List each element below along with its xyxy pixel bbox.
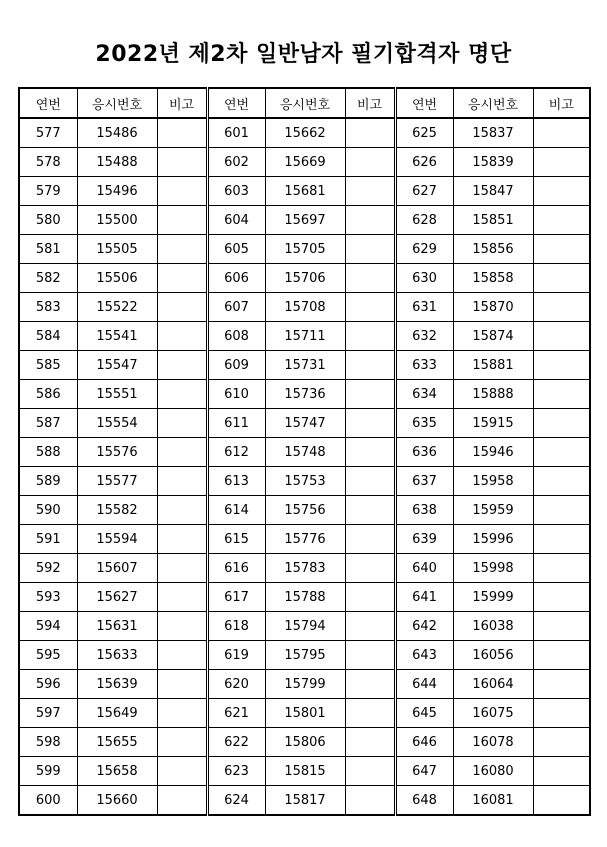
serial-cell: 582 <box>19 264 77 293</box>
serial-cell: 638 <box>395 496 453 525</box>
table-row <box>19 467 590 496</box>
serial-cell: 606 <box>207 264 265 293</box>
exam-number-cell: 15815 <box>265 757 345 786</box>
remarks-cell <box>533 293 590 322</box>
remarks-cell <box>157 322 207 351</box>
remarks-cell <box>157 612 207 641</box>
remarks-cell <box>157 235 207 264</box>
remarks-cell <box>533 351 590 380</box>
remarks-cell <box>345 351 395 380</box>
serial-cell: 595 <box>19 641 77 670</box>
remarks-cell <box>533 264 590 293</box>
table-row <box>19 206 590 235</box>
serial-cell: 629 <box>395 235 453 264</box>
exam-number-cell: 15582 <box>77 496 157 525</box>
serial-cell: 633 <box>395 351 453 380</box>
remarks-cell <box>157 757 207 786</box>
exam-number-cell: 15500 <box>77 206 157 235</box>
exam-number-cell: 15788 <box>265 583 345 612</box>
table-row <box>19 757 590 786</box>
exam-number-cell: 15488 <box>77 148 157 177</box>
table-row <box>19 525 590 554</box>
remarks-cell <box>157 554 207 583</box>
serial-cell: 645 <box>395 699 453 728</box>
table-row <box>19 118 590 148</box>
remarks-cell <box>345 554 395 583</box>
serial-cell: 604 <box>207 206 265 235</box>
serial-cell: 578 <box>19 148 77 177</box>
exam-number-cell: 15999 <box>453 583 533 612</box>
table-row <box>19 641 590 670</box>
exam-number-cell: 15959 <box>453 496 533 525</box>
serial-cell: 608 <box>207 322 265 351</box>
serial-cell: 628 <box>395 206 453 235</box>
serial-cell: 593 <box>19 583 77 612</box>
remarks-cell <box>157 496 207 525</box>
remarks-cell <box>533 641 590 670</box>
exam-number-cell: 15522 <box>77 293 157 322</box>
serial-cell: 630 <box>395 264 453 293</box>
remarks-cell <box>345 699 395 728</box>
remarks-cell <box>157 351 207 380</box>
remarks-cell <box>345 148 395 177</box>
exam-number-cell: 16078 <box>453 728 533 757</box>
remarks-cell <box>157 670 207 699</box>
serial-cell: 634 <box>395 380 453 409</box>
exam-number-cell: 15705 <box>265 235 345 264</box>
serial-cell: 577 <box>19 118 77 148</box>
remarks-cell <box>533 380 590 409</box>
serial-cell: 639 <box>395 525 453 554</box>
remarks-cell <box>533 496 590 525</box>
exam-number-cell: 16081 <box>453 786 533 816</box>
remarks-cell <box>345 467 395 496</box>
exam-number-cell: 15506 <box>77 264 157 293</box>
header-serial: 연번 <box>395 88 453 118</box>
table-row <box>19 264 590 293</box>
serial-cell: 613 <box>207 467 265 496</box>
exam-number-cell: 15541 <box>77 322 157 351</box>
remarks-cell <box>533 699 590 728</box>
remarks-cell <box>345 757 395 786</box>
exam-number-cell: 15946 <box>453 438 533 467</box>
serial-cell: 625 <box>395 118 453 148</box>
exam-number-cell: 15577 <box>77 467 157 496</box>
exam-number-cell: 15505 <box>77 235 157 264</box>
exam-number-cell: 15631 <box>77 612 157 641</box>
exam-number-cell: 15655 <box>77 728 157 757</box>
serial-cell: 641 <box>395 583 453 612</box>
exam-number-cell: 15669 <box>265 148 345 177</box>
header-serial: 연번 <box>19 88 77 118</box>
exam-number-cell: 15881 <box>453 351 533 380</box>
remarks-cell <box>157 118 207 148</box>
serial-cell: 612 <box>207 438 265 467</box>
serial-cell: 622 <box>207 728 265 757</box>
exam-number-cell: 15839 <box>453 148 533 177</box>
serial-cell: 590 <box>19 496 77 525</box>
serial-cell: 600 <box>19 786 77 816</box>
exam-number-cell: 15551 <box>77 380 157 409</box>
serial-cell: 624 <box>207 786 265 816</box>
serial-cell: 586 <box>19 380 77 409</box>
header-exam-number: 응시번호 <box>453 88 533 118</box>
remarks-cell <box>533 612 590 641</box>
exam-number-cell: 16075 <box>453 699 533 728</box>
exam-number-cell: 15748 <box>265 438 345 467</box>
serial-cell: 626 <box>395 148 453 177</box>
exam-number-cell: 15547 <box>77 351 157 380</box>
remarks-cell <box>157 148 207 177</box>
table-row <box>19 148 590 177</box>
serial-cell: 614 <box>207 496 265 525</box>
serial-cell: 588 <box>19 438 77 467</box>
table-row <box>19 612 590 641</box>
exam-number-cell: 15627 <box>77 583 157 612</box>
remarks-cell <box>345 206 395 235</box>
serial-cell: 583 <box>19 293 77 322</box>
exam-number-cell: 15576 <box>77 438 157 467</box>
exam-number-cell: 15847 <box>453 177 533 206</box>
remarks-cell <box>533 554 590 583</box>
remarks-cell <box>157 409 207 438</box>
exam-number-cell: 15731 <box>265 351 345 380</box>
remarks-cell <box>157 786 207 816</box>
exam-number-cell: 15783 <box>265 554 345 583</box>
serial-cell: 584 <box>19 322 77 351</box>
header-serial: 연번 <box>207 88 265 118</box>
exam-number-cell: 15660 <box>77 786 157 816</box>
serial-cell: 617 <box>207 583 265 612</box>
exam-number-cell: 16064 <box>453 670 533 699</box>
exam-number-cell: 15708 <box>265 293 345 322</box>
exam-number-cell: 16038 <box>453 612 533 641</box>
serial-cell: 620 <box>207 670 265 699</box>
serial-cell: 591 <box>19 525 77 554</box>
roster-body <box>19 118 590 815</box>
exam-number-cell: 15998 <box>453 554 533 583</box>
exam-number-cell: 15776 <box>265 525 345 554</box>
exam-number-cell: 15795 <box>265 641 345 670</box>
serial-cell: 627 <box>395 177 453 206</box>
remarks-cell <box>533 525 590 554</box>
remarks-cell <box>533 786 590 816</box>
serial-cell: 635 <box>395 409 453 438</box>
serial-cell: 640 <box>395 554 453 583</box>
remarks-cell <box>533 118 590 148</box>
remarks-cell <box>157 264 207 293</box>
serial-cell: 598 <box>19 728 77 757</box>
table-row <box>19 177 590 206</box>
exam-number-cell: 15662 <box>265 118 345 148</box>
serial-cell: 605 <box>207 235 265 264</box>
serial-cell: 623 <box>207 757 265 786</box>
remarks-cell <box>157 467 207 496</box>
table-row <box>19 293 590 322</box>
remarks-cell <box>533 583 590 612</box>
exam-number-cell: 15888 <box>453 380 533 409</box>
remarks-cell <box>533 728 590 757</box>
exam-number-cell: 15851 <box>453 206 533 235</box>
remarks-cell <box>345 177 395 206</box>
serial-cell: 592 <box>19 554 77 583</box>
serial-cell: 580 <box>19 206 77 235</box>
table-row <box>19 728 590 757</box>
table-row <box>19 235 590 264</box>
exam-number-cell: 15649 <box>77 699 157 728</box>
exam-number-cell: 15554 <box>77 409 157 438</box>
remarks-cell <box>345 641 395 670</box>
exam-number-cell: 15496 <box>77 177 157 206</box>
exam-number-cell: 15633 <box>77 641 157 670</box>
serial-cell: 621 <box>207 699 265 728</box>
serial-cell: 616 <box>207 554 265 583</box>
remarks-cell <box>157 380 207 409</box>
remarks-cell <box>157 293 207 322</box>
serial-cell: 618 <box>207 612 265 641</box>
serial-cell: 637 <box>395 467 453 496</box>
serial-cell: 631 <box>395 293 453 322</box>
remarks-cell <box>345 380 395 409</box>
serial-cell: 587 <box>19 409 77 438</box>
exam-number-cell: 16080 <box>453 757 533 786</box>
exam-number-cell: 15856 <box>453 235 533 264</box>
remarks-cell <box>157 438 207 467</box>
remarks-cell <box>345 293 395 322</box>
serial-cell: 597 <box>19 699 77 728</box>
serial-cell: 647 <box>395 757 453 786</box>
exam-number-cell: 15706 <box>265 264 345 293</box>
remarks-cell <box>533 148 590 177</box>
exam-number-cell: 15958 <box>453 467 533 496</box>
exam-number-cell: 15870 <box>453 293 533 322</box>
table-row <box>19 380 590 409</box>
remarks-cell <box>157 525 207 554</box>
exam-number-cell: 15711 <box>265 322 345 351</box>
remarks-cell <box>533 206 590 235</box>
serial-cell: 596 <box>19 670 77 699</box>
exam-number-cell: 15681 <box>265 177 345 206</box>
serial-cell: 611 <box>207 409 265 438</box>
exam-number-cell: 15801 <box>265 699 345 728</box>
table-row <box>19 670 590 699</box>
exam-number-cell: 15486 <box>77 118 157 148</box>
serial-cell: 643 <box>395 641 453 670</box>
header-remarks: 비고 <box>533 88 590 118</box>
serial-cell: 646 <box>395 728 453 757</box>
exam-number-cell: 15753 <box>265 467 345 496</box>
exam-number-cell: 15806 <box>265 728 345 757</box>
remarks-cell <box>533 670 590 699</box>
remarks-cell <box>345 496 395 525</box>
exam-number-cell: 15799 <box>265 670 345 699</box>
header-exam-number: 응시번호 <box>265 88 345 118</box>
exam-number-cell: 15837 <box>453 118 533 148</box>
table-row <box>19 409 590 438</box>
exam-number-cell: 15639 <box>77 670 157 699</box>
table-row <box>19 583 590 612</box>
remarks-cell <box>157 177 207 206</box>
exam-number-cell: 15874 <box>453 322 533 351</box>
serial-cell: 609 <box>207 351 265 380</box>
table-row <box>19 351 590 380</box>
table-row <box>19 786 590 816</box>
remarks-cell <box>345 409 395 438</box>
serial-cell: 601 <box>207 118 265 148</box>
serial-cell: 642 <box>395 612 453 641</box>
remarks-cell <box>157 641 207 670</box>
remarks-cell <box>345 786 395 816</box>
remarks-cell <box>345 525 395 554</box>
remarks-cell <box>345 612 395 641</box>
remarks-cell <box>157 699 207 728</box>
table-row <box>19 322 590 351</box>
header-row <box>19 88 590 118</box>
exam-number-cell: 15817 <box>265 786 345 816</box>
serial-cell: 603 <box>207 177 265 206</box>
remarks-cell <box>345 728 395 757</box>
serial-cell: 610 <box>207 380 265 409</box>
serial-cell: 589 <box>19 467 77 496</box>
remarks-cell <box>533 235 590 264</box>
header-remarks: 비고 <box>157 88 207 118</box>
remarks-cell <box>157 728 207 757</box>
remarks-cell <box>533 322 590 351</box>
serial-cell: 615 <box>207 525 265 554</box>
serial-cell: 636 <box>395 438 453 467</box>
table-row <box>19 438 590 467</box>
remarks-cell <box>533 409 590 438</box>
header-remarks: 비고 <box>345 88 395 118</box>
remarks-cell <box>157 583 207 612</box>
exam-number-cell: 15607 <box>77 554 157 583</box>
serial-cell: 648 <box>395 786 453 816</box>
exam-number-cell: 15996 <box>453 525 533 554</box>
remarks-cell <box>345 670 395 699</box>
serial-cell: 632 <box>395 322 453 351</box>
exam-number-cell: 15658 <box>77 757 157 786</box>
serial-cell: 602 <box>207 148 265 177</box>
serial-cell: 599 <box>19 757 77 786</box>
serial-cell: 644 <box>395 670 453 699</box>
remarks-cell <box>345 235 395 264</box>
remarks-cell <box>345 118 395 148</box>
serial-cell: 619 <box>207 641 265 670</box>
remarks-cell <box>345 322 395 351</box>
exam-number-cell: 15756 <box>265 496 345 525</box>
remarks-cell <box>157 206 207 235</box>
exam-number-cell: 15747 <box>265 409 345 438</box>
exam-number-cell: 16056 <box>453 641 533 670</box>
exam-number-cell: 15697 <box>265 206 345 235</box>
exam-number-cell: 15594 <box>77 525 157 554</box>
table-row <box>19 699 590 728</box>
roster-table <box>18 87 591 816</box>
exam-number-cell: 15736 <box>265 380 345 409</box>
page-title: 2022년 제2차 일반남자 필기합격자 명단 <box>95 42 512 67</box>
header-exam-number: 응시번호 <box>77 88 157 118</box>
serial-cell: 594 <box>19 612 77 641</box>
exam-number-cell: 15858 <box>453 264 533 293</box>
serial-cell: 579 <box>19 177 77 206</box>
remarks-cell <box>345 264 395 293</box>
table-row <box>19 554 590 583</box>
serial-cell: 585 <box>19 351 77 380</box>
remarks-cell <box>533 467 590 496</box>
exam-number-cell: 15794 <box>265 612 345 641</box>
serial-cell: 607 <box>207 293 265 322</box>
remarks-cell <box>345 583 395 612</box>
remarks-cell <box>533 177 590 206</box>
table-row <box>19 496 590 525</box>
remarks-cell <box>533 438 590 467</box>
remarks-cell <box>345 438 395 467</box>
remarks-cell <box>533 757 590 786</box>
exam-number-cell: 15915 <box>453 409 533 438</box>
serial-cell: 581 <box>19 235 77 264</box>
